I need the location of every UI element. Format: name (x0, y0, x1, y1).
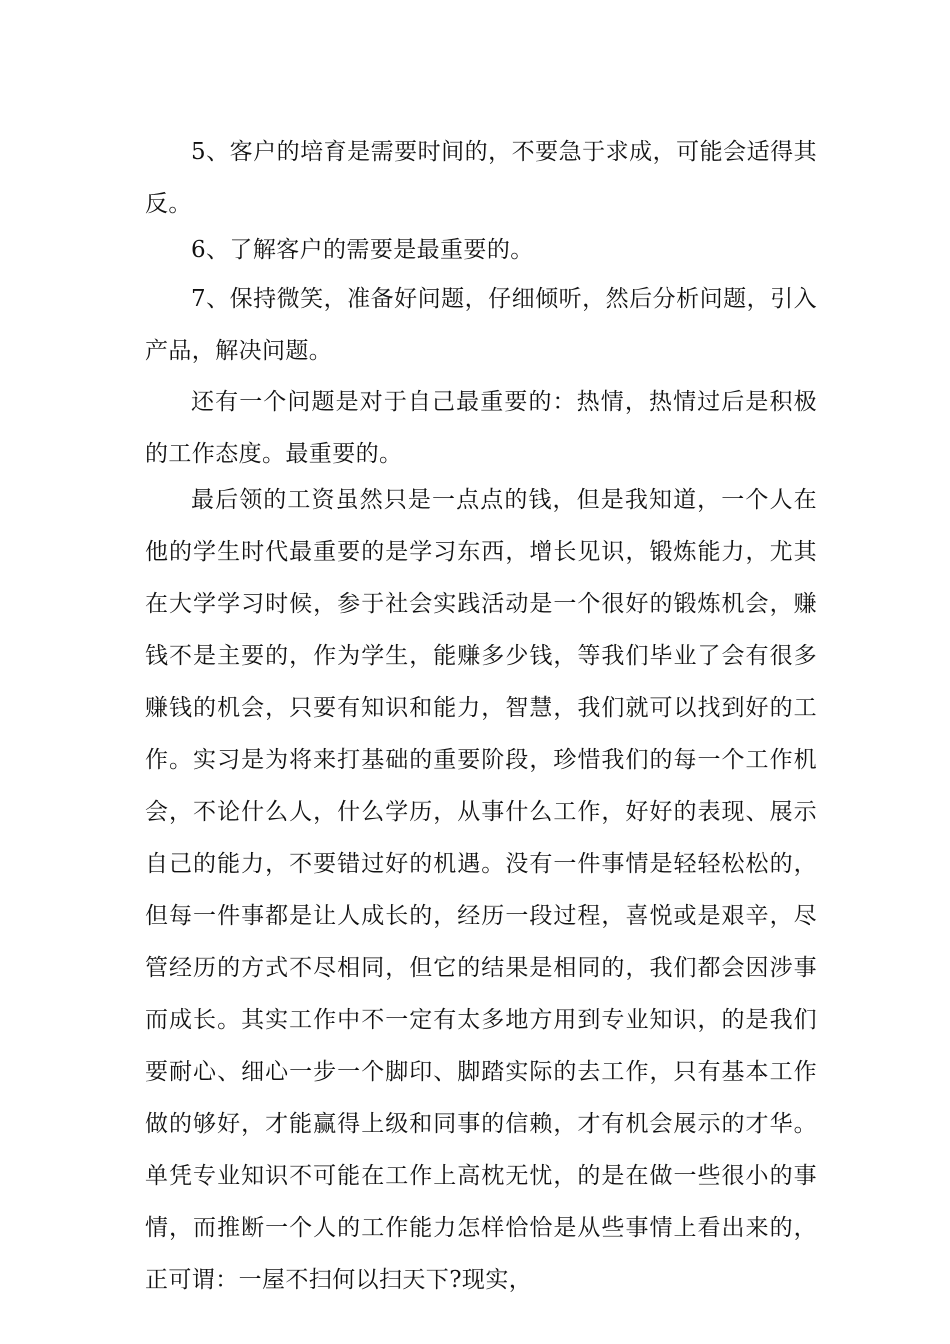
paragraph-item-7: 7、保持微笑，准备好问题，仔细倾听，然后分析问题，引入产品，解决问题。 (145, 286, 817, 364)
paragraph-item-5: 5、客户的培育是需要时间的，不要急于求成，可能会适得其反。 (145, 139, 817, 217)
paragraph-conclusion: 最后领的工资虽然只是一点点的钱，但是我知道，一个人在他的学生时代最重要的是学习东西，增长见识，锻炼能力，尤其在大学学习时候，参于社会实践活动是一个很好的锻炼机会，赚钱不是主要的，作为学生，能赚多少钱，等我们毕业了会有很多赚钱的机会，只要有知识和能力，智慧，我们就可以找到好的工作。实习是为将来打基础的重要阶段，珍惜我们的每一个工作机会，不论什么人，什么学历，从事什么工作，好好的表现、展示自己的能力，不要错过好的机遇。没有一件事情是轻轻松松的，但每一件事都是让人成长的，经历一段过程，喜悦或是艰辛，尽管经历的方式不尽相同，但它的结果是相同的，我们都会因涉事而成长。其实工作中不一定有太多地方用到专业知识，的是我们要耐心、细心一步一个脚印、脚踏实际的去工作，只有基本工作做的够好，才能赢得上级和同事的信赖，才有机会展示的才华。单凭专业知识不可能在工作上高枕无忧，的是在做一些很小的事情，而推断一个人的工作能力怎样恰恰是从些事情上看出来的，正可谓：一屋不扫何以扫天下?现实， (145, 487, 817, 1293)
paragraph-enthusiasm: 还有一个问题是对于自己最重要的：热情，热情过后是积极的工作态度。最重要的。 (145, 389, 817, 467)
paragraph-item-6: 6、了解客户的需要是最重要的。 (191, 237, 534, 263)
